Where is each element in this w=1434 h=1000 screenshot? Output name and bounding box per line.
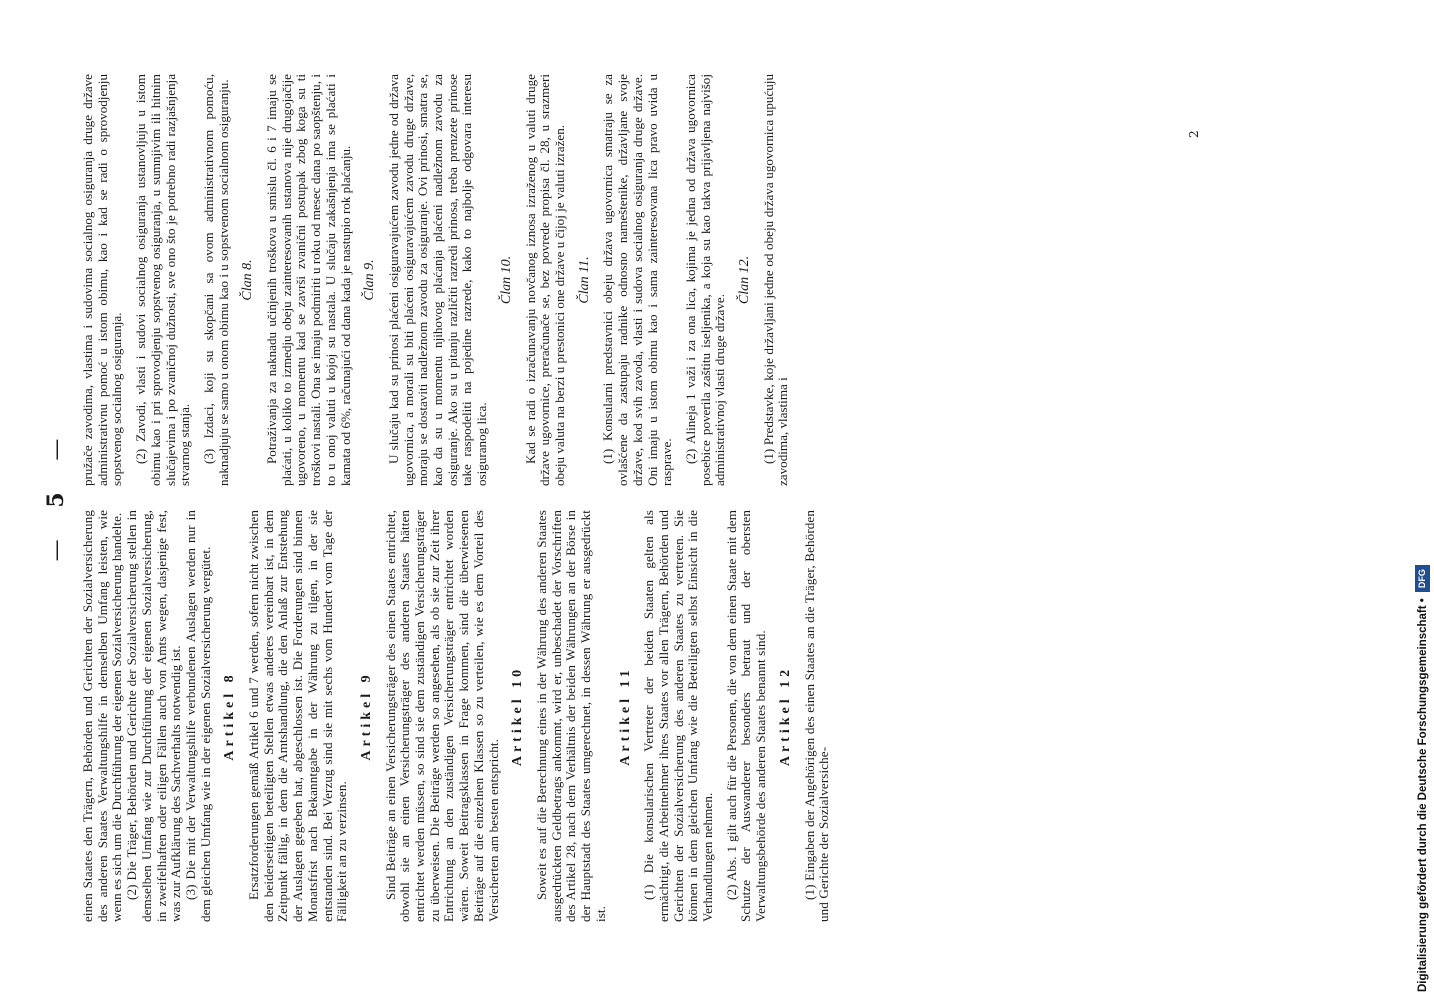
german-paragraph: einen Staates den Trägern, Behörden und Gerichten der Sozialversicherung des anderen Staates Verwaltungshilfe in demselben Umfang leisten, wie wenn es sich um die Durchführung der eigenen Sozialversicherung handelte. bbox=[80, 510, 125, 922]
page-header bbox=[43, 70, 73, 930]
german-article-heading: Artikel 12 bbox=[777, 665, 793, 767]
croatian-paragraph: Kad se radi o izračunavanju novčanog iznosa izraženog u valuti druge države ugovornice, preračunače se, bez povrede propisa čl. 28, u srazmeri obeju valuta na berzi u prestonici one države u čijoj je valuti izražen. bbox=[522, 74, 567, 486]
croatian-paragraph: (3) Izdaci, koji su skopčani sa ovom administrativnom pomoću, naknadjuju se samo u onom obimu kao i u sopstvenom socialnom osiguranju. bbox=[200, 74, 231, 486]
croatian-paragraph: U slučaju kad su prinosi plaćeni osiguravajućem zavodu jedne od država ugovornica, a morali su biti plaćeni osiguravajućem zavodu druge države, moraju se dostaviti nadležnom zavodu za osiguranje. Ovi prinosi, smatra se, kao da su u momentu njihovog plaćanja plaćeni nadležnom zavodu za osiguranje. Ako su u pitanju različiti razredi prinosa, treba prenzete prinose take raspodeliti na pojedine razrede, kako to najbolje odgovara interesu osiguranog lica. bbox=[385, 74, 490, 486]
croatian-article-heading: Član 8. bbox=[240, 259, 256, 301]
croatian-column bbox=[81, 74, 791, 486]
german-article-heading: Artikel 11 bbox=[617, 666, 633, 766]
german-article-heading: Artikel 9 bbox=[358, 671, 374, 761]
german-paragraph: (3) Die mit der Verwaltungshilfe verbundenen Auslagen werden nur in dem gleichen Umfang wie in der eigenen Sozialversicherung vergütet. bbox=[182, 510, 213, 922]
signature-mark: 2 bbox=[1187, 130, 1201, 138]
page-number: 5 bbox=[43, 492, 69, 508]
german-paragraph: (1) Die konsularischen Vertreter der beiden Staaten gelten als ermächtigt, die Arbeitnehmer ihres Staates vor allen Trägern, Behörden und Gerichten der Sozialversicherung des anderen Staates zu vertreten. Sie können in dem gleichen Umfang wie die Beteiligten selbst Einsicht in die Verhandlungen nehmen. bbox=[641, 510, 716, 922]
croatian-article-heading: Član 11. bbox=[576, 256, 592, 304]
croatian-paragraph: (2) Zavodi, vlasti i sudovi socialnog osiguranja ustanovljuju u istom obimu kao i pri sprovodjenju sopstvenog osiguranja, u sumnjivim ili hitnim slučajevima i po zvaničnoj dužnosti, sve ono što je potrebno radi razjašnjenja stvarnog stanja. bbox=[133, 74, 193, 486]
header-dash-right: — bbox=[44, 438, 69, 461]
croatian-paragraph: Potraživanja za naknadu učinjenih troškova u smislu čl. 6 i 7 imaju se plaćati, u koliko to izmedju obeju zainteresovanih ustanova nije drugojačije ugovoreno, u momentu kad se završi zvanični postupak zbog koga su ti troškovi nastali. Ona se imaju podmiriti u roku od mesec dana po saopštenju, i to u onoj valuti u kojoj su nastala. U slučaju zakašnjenja ima se plaćati i kamata od 6%, računajući od dana kada je nastupio rok plaćanju. bbox=[264, 74, 353, 486]
croatian-article-heading: Član 12. bbox=[737, 255, 753, 305]
german-paragraph: Sind Beiträge an einen Versicherungsträger des einen Staates entrichtet, obwohl sie an einen Versicherungsträger des anderen Staates hätten entrichtet werden müssen, so sind sie dem zuständigen Versicherungsträger zu überweisen. Die Beiträge werden so angesehen, als ob sie zur Zeit ihrer Entrichtung an den zuständigen Versicherungsträger entrichtet worden wären. Soweit Beitragsklassen in Frage kommen, sind die überwiesenen Beiträge auf die einzelnen Klassen so zu verteilen, wie es dem Vorteil des Versicherten am besten entspricht. bbox=[382, 510, 501, 922]
digitization-credit bbox=[1408, 12, 1434, 992]
croatian-article-heading: Član 10. bbox=[498, 255, 514, 305]
german-paragraph: (1) Eingaben der Angehörigen des einen Staates an die Träger, Behörden und Gerichte der Sozialversiche- bbox=[801, 510, 832, 922]
treaty-page bbox=[37, 70, 1397, 930]
header-dash-left: — bbox=[44, 539, 69, 562]
croatian-article-heading: Član 9. bbox=[362, 259, 378, 301]
croatian-paragraph: (2) Alineja 1 važi i za ona lica, kojima je jedna od država ugovornica posebice poverila zaštitu iseljenika, a koja su kao takva prijavljena najvišoj administrativnoj vlasti druge države. bbox=[682, 74, 728, 486]
credit-text: Digitalisierung gefördert durch die Deutsche Forschungsgemeinschaft • bbox=[1417, 598, 1429, 992]
croatian-paragraph: (1) Konsularni predstavnici obeju država ugovornica smatraju se za ovlašćene da zastupaju radnike odnosno nameštenike, državljane svoje države, kod svih zavoda, vlasti i sudova socialnog osiguranja druge države. Oni imaju u istom obimu kao i sama zainteresovana lica pravo uvida u rasprave. bbox=[600, 74, 675, 486]
german-paragraph: (2) Abs. 1 gilt auch für die Personen, die von dem einen Staate mit dem Schutze der Auswanderer besonders betraut und der obersten Verwaltungsbehörde des anderen Staates benannt sind. bbox=[723, 510, 769, 922]
german-column bbox=[81, 510, 832, 922]
german-article-heading: Artikel 10 bbox=[510, 665, 526, 767]
german-article-heading: Artikel 8 bbox=[222, 671, 238, 761]
dfg-logo-icon: DFG bbox=[1415, 565, 1430, 592]
german-paragraph: Ersatzforderungen gemäß Artikel 6 und 7 werden, sofern nicht zwischen den beiderseitigen beteiligten Stellen etwas anderes vereinbart ist, in dem Zeitpunkt fällig, in dem die Amtshandlung, die den Anlaß zur Entstehung der Auslagen gegeben hat, abgeschlossen ist. Die Forderungen sind binnen Monatsfrist nach Bekanntgabe in der Währung zu tilgen, in der sie entstanden sind. Bei Verzug sind sie mit sechs vom Hundert vom Tage der Fälligkeit an zu verzinsen. bbox=[246, 510, 350, 922]
croatian-paragraph: (1) Predstavke, koje državljani jedne od obeju država ugovornica upućuju zavodima, vlastima i bbox=[760, 74, 791, 486]
german-paragraph: Soweit es auf die Berechnung eines in der Währung des anderen Staates ausgedrückten Geldbetrags ankommt, wird er, unbeschadet der Vorschriften des Artikel 28, nach dem Verhältnis der beiden Währungen an der Börse in der Hauptstadt des Staates umgerechnet, in dessen Währung er ausgedrückt ist. bbox=[533, 510, 608, 922]
german-paragraph: (2) Die Träger, Behörden und Gerichte der Sozialversicherung stellen in demselben Umfang wie zur Durchführung der eigenen Sozialversicherung, in zweifelhaften oder eiligen Fällen auch von Amts wegen, dasjenige fest, was zur Aufklärung des Sachverhalts notwendig ist. bbox=[124, 510, 184, 922]
croatian-paragraph: pružače zavodima, vlastima i sudovima socialnog osiguranja druge države administrativnu pomoć u istom obimu, kao i kad se radi o sprovodjenju sopstvenog socialnog osiguranja. bbox=[80, 74, 125, 486]
